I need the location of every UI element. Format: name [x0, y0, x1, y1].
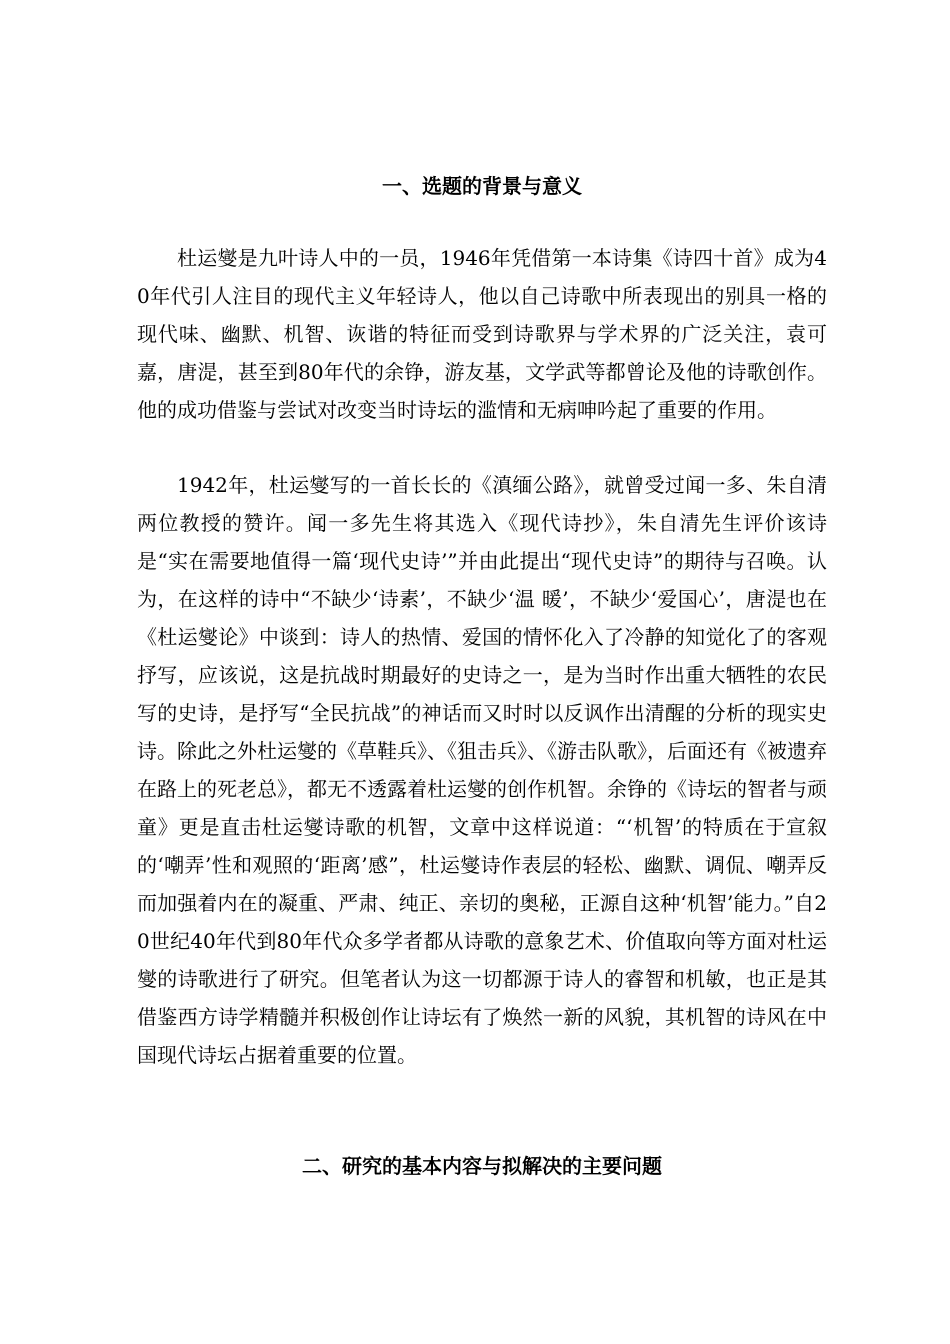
paragraph-intro: 杜运燮是九叶诗人中的一员，1946年凭借第一本诗集《诗四十首》成为40年代引人注目的现代主义年轻诗人，他以自己诗歌中所表现出的别具一格的现代味、幽默、机智、诙谐的特征而受到诗歌界与学术界的广泛关注，袁可嘉，唐湜，甚至到80年代的余铮，游友基，文学武等都曾论及他的诗歌创作。他的成功借鉴与尝试对改变当时诗坛的滥情和无病呻吟起了重要的作用。: [137, 246, 827, 422]
section-heading-background: 一、选题的背景与意义: [382, 174, 582, 198]
paragraph-dianmian-road: 1942年，杜运燮写的一首长长的《滇缅公路》，就曾受过闻一多、朱自清两位教授的赞许。闻一多先生将其选入《现代诗抄》，朱自清先生评价该诗是“实在需要地值得一篇‘现代史诗’”并由此提出“现代史诗”的期待与召唤。认为，在这样的诗中“不缺少‘诗素’，不缺少‘温 暖’，不缺少‘爱国心’，唐湜也在《杜运燮论》中谈到：诗人的热情、爱国的情怀化入了冷静的知觉化了的客观抒写，应该说，这是抗战时期最好的史诗之一，是为当时作出重大牺牲的农民写的史诗，是抒写“全民抗战”的神话而又时时以反讽作出清醒的分析的现实史诗。除此之外杜运燮的《草鞋兵》、《狙击兵》、《游击队歌》，后面还有《被遗弃在路上的死老总》，都无不透露着杜运燮的创作机智。余铮的《诗坛的智者与顽童》更是直击杜运燮诗歌的机智，文章中这样说道：“‘机智’的特质在于宣叙的‘嘲弄’性和观照的‘距离’感”，杜运燮诗作表层的轻松、幽默、调侃、嘲弄反而加强着内在的凝重、严肃、纯正、亲切的奥秘，正源自这种‘机智’能力。”自20世纪40年代到80年代众多学者都从诗歌的意象艺术、价值取向等方面对杜运燮的诗歌进行了研究。但笔者认为这一切都源于诗人的睿智和机敏，也正是其借鉴西方诗学精髓并积极创作让诗坛有了焕然一新的风貌，其机智的诗风在中国现代诗坛占据着重要的位置。: [137, 473, 827, 1067]
section-heading-research-content: 二、研究的基本内容与拟解决的主要问题: [302, 1154, 662, 1178]
